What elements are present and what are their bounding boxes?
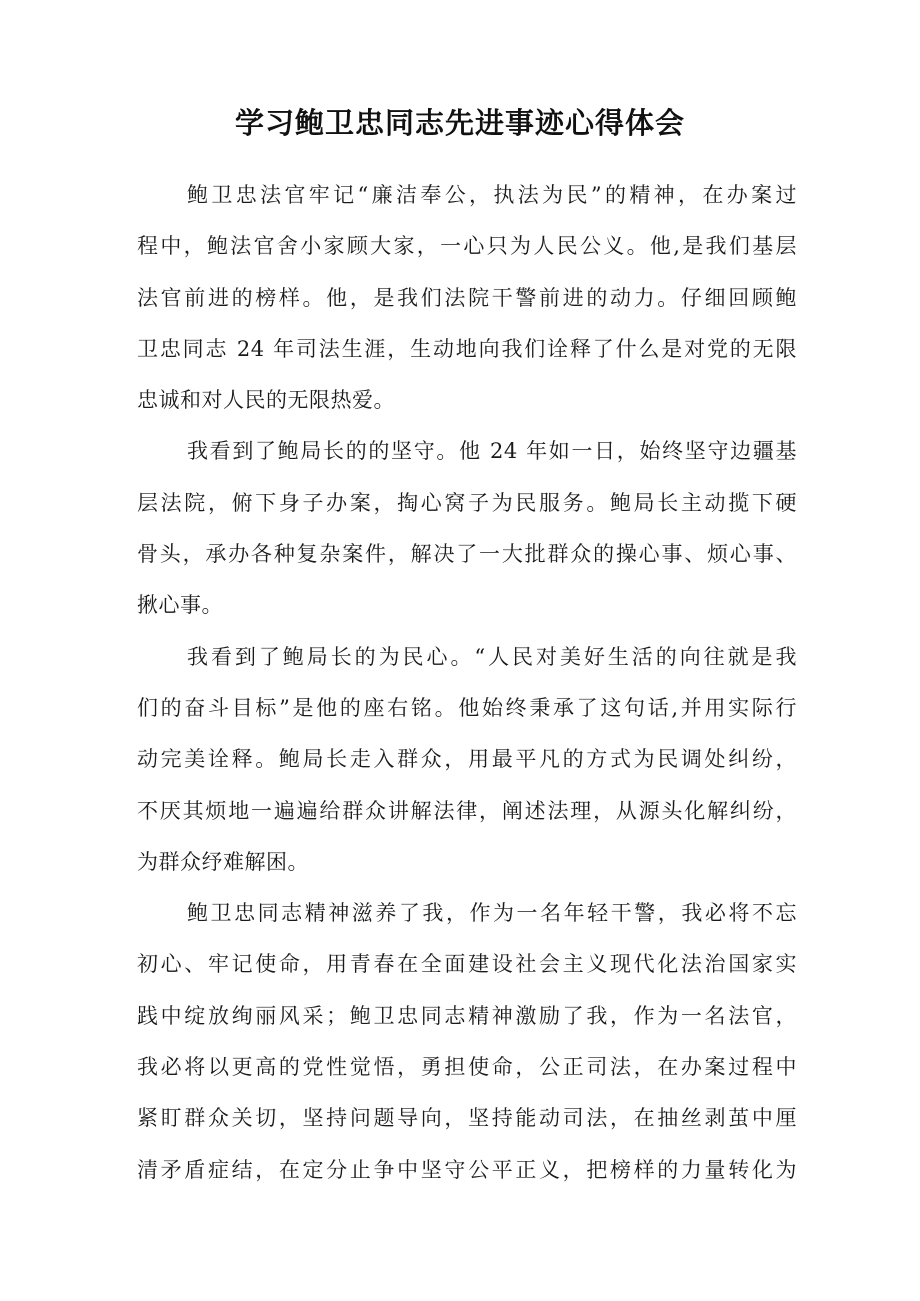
paragraph-4-line-5: 紧盯群众关切，坚持问题导向，坚持能动司法，在抽丝剥茧中厘 [137, 1106, 797, 1131]
paragraph-3-line-2: 们的奋斗目标”是他的座右铭。他始终秉承了这句话,并用实际行 [137, 695, 797, 720]
paragraph-3-line-3: 动完美诠释。鲍局长走入群众，用最平凡的方式为民调处纠纷， [137, 747, 797, 772]
paragraph-4-line-3: 践中绽放绚丽风采；鲍卫忠同志精神激励了我，作为一名法官， [137, 1003, 797, 1028]
paragraph-2-line-2: 层法院，俯下身子办案，掏心窝子为民服务。鲍局长主动揽下硬 [137, 490, 797, 515]
paragraph-3-line-4: 不厌其烦地一遍遍给群众讲解法律，阐述法理，从源头化解纠纷， [137, 798, 797, 823]
paragraph-1-line-3: 法官前进的榜样。他，是我们法院干警前进的动力。仔细回顾鲍 [137, 285, 797, 310]
paragraph-4-line-4: 我必将以更高的党性觉悟，勇担使命，公正司法，在办案过程中 [137, 1055, 797, 1080]
paragraph-4-line-1: 鲍卫忠同志精神滋养了我，作为一名年轻干警，我必将不忘 [187, 901, 797, 926]
paragraph-4-line-2: 初心、牢记使命，用青春在全面建设社会主义现代化法治国家实 [137, 952, 797, 977]
paragraph-4-line-6: 清矛盾症结，在定分止争中坚守公平正义，把榜样的力量转化为 [137, 1157, 797, 1182]
paragraph-1-line-5: 忠诚和对人民的无限热爱。 [137, 388, 395, 413]
paragraph-2-line-3: 骨头，承办各种复杂案件，解决了一大批群众的操心事、烦心事、 [137, 542, 797, 567]
paragraph-3-line-1: 我看到了鲍局长的为民心。“人民对美好生活的向往就是我 [187, 644, 797, 669]
paragraph-1-line-1: 鲍卫忠法官牢记“廉洁奉公，执法为民”的精神，在办案过 [187, 183, 797, 207]
paragraph-1-line-2: 程中，鲍法官舍小家顾大家，一心只为人民公义。他,是我们基层 [137, 234, 797, 259]
document-body [137, 170, 797, 1196]
document-title: 学习鲍卫忠同志先进事迹心得体会 [234, 106, 685, 140]
paragraph-3-line-5: 为群众纾难解困。 [137, 849, 309, 874]
paragraph-2-line-1: 我看到了鲍局长的的坚守。他 24 年如一日，始终坚守边疆基 [187, 439, 797, 464]
paragraph-1-line-4: 卫忠同志 24 年司法生涯，生动地向我们诠释了什么是对党的无限 [137, 336, 797, 361]
paragraph-2-line-4: 揪心事。 [137, 593, 223, 618]
